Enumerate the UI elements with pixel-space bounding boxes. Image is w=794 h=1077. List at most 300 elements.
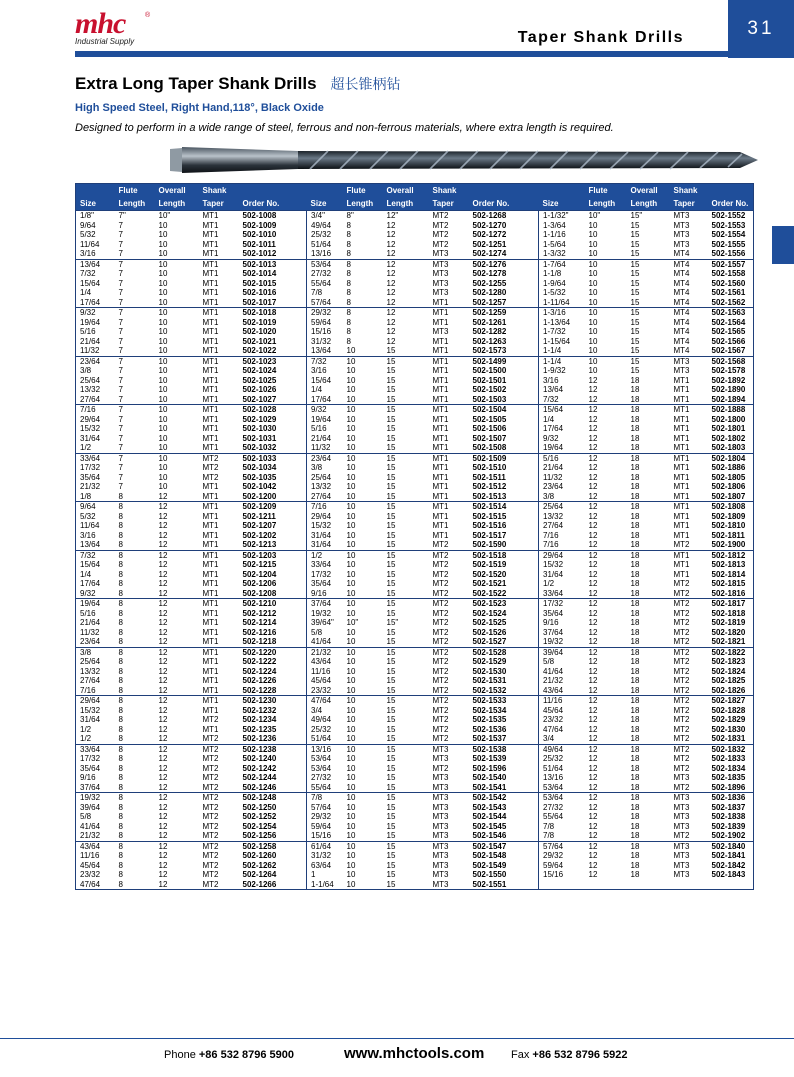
cell-size: 1-1/32" xyxy=(539,211,585,221)
cell-size: 13/32 xyxy=(80,666,101,676)
cell-flute-length: 7 xyxy=(115,308,155,318)
cell-order-no: 502-1240 xyxy=(239,754,307,764)
cell-size: 57/64 xyxy=(539,841,585,851)
cell-overall-length: 12 xyxy=(386,278,396,288)
cell-overall-length: 10 xyxy=(158,336,168,346)
cell-order-no: 502-1810 xyxy=(711,521,746,530)
cell-overall-length: 15 xyxy=(386,879,396,889)
cell-size: 11/64 xyxy=(80,521,100,530)
header-overall-length-2: Length xyxy=(383,197,429,211)
cell-shank-taper: MT3 xyxy=(432,821,449,831)
table-row xyxy=(76,657,754,667)
cell-size: 5/8 xyxy=(80,812,92,821)
cell-size: 3/16 xyxy=(80,530,96,540)
cell-size: 9/16 xyxy=(80,773,96,782)
cell-flute-length: 8 xyxy=(118,521,123,530)
table-row xyxy=(76,405,754,415)
cell-flute-length: 12 xyxy=(588,530,598,540)
cell-order-no: 502-1539 xyxy=(469,754,539,764)
table-row xyxy=(76,550,754,560)
cell-size: 43/64 xyxy=(543,685,564,695)
cell-shank-taper: MT1 xyxy=(202,346,219,355)
table-row xyxy=(76,783,754,793)
cell-size: 45/64 xyxy=(543,705,564,715)
cell-size: 11/32 xyxy=(80,346,100,355)
cell-order-no: 502-1256 xyxy=(239,831,307,841)
cell-overall-length: 15 xyxy=(630,220,640,230)
cell-shank-taper: MT2 xyxy=(202,831,219,840)
cell-shank-taper: MT2 xyxy=(199,793,239,803)
cell-overall-length: 15 xyxy=(386,540,396,549)
cell-shank-taper: MT3 xyxy=(673,773,690,782)
cell-order-no: 502-1257 xyxy=(469,298,539,308)
cell-flute-length: 7 xyxy=(118,327,123,336)
cell-flute-length: 12 xyxy=(588,618,598,627)
cell-overall-length: 10 xyxy=(158,385,168,394)
cell-order-no: 502-1228 xyxy=(239,686,307,696)
cell-order-no: 502-1888 xyxy=(708,405,754,415)
cell-size: 7/16 xyxy=(307,502,343,512)
cell-flute-length: 7 xyxy=(115,453,155,463)
cell-shank-taper: MT1 xyxy=(202,569,219,579)
cell-overall-length: 18 xyxy=(630,618,640,627)
cell-overall-length: 12 xyxy=(158,618,168,627)
cell-shank-taper: MT2 xyxy=(199,453,239,463)
cell-size: 19/64 xyxy=(76,599,115,609)
cell-overall-length: 12 xyxy=(386,249,396,258)
cell-overall-length: 15 xyxy=(386,472,396,482)
cell-shank-taper: MT1 xyxy=(202,366,219,375)
cell-size: 23/32 xyxy=(80,870,101,879)
cell-overall-length: 15 xyxy=(386,521,396,530)
cell-size: 13/16 xyxy=(311,249,332,258)
cell-shank-taper: MT2 xyxy=(673,685,690,695)
cell-overall-length: 15 xyxy=(383,744,429,754)
cell-shank-taper: MT1 xyxy=(202,239,219,249)
header-flute-length-1: Flute xyxy=(115,184,155,198)
cell-flute-length: 12 xyxy=(588,821,598,831)
cell-size: 29/32 xyxy=(543,851,564,860)
cell-size: 5/16 xyxy=(539,453,585,463)
cell-overall-length: 18 xyxy=(630,676,640,685)
cell-flute-length: 10 xyxy=(346,443,356,452)
cell-size: 1/2 xyxy=(80,443,92,452)
cell-flute-length: 10 xyxy=(346,569,356,579)
cell-size: 5/16 xyxy=(311,424,327,433)
cell-flute-length: 8 xyxy=(346,239,351,249)
cell-flute-length: 10 xyxy=(585,259,627,269)
cell-flute-length: 10 xyxy=(346,860,356,870)
cell-shank-taper: MT3 xyxy=(670,841,708,851)
cell-size: 11/64 xyxy=(80,239,100,249)
cell-flute-length: 8 xyxy=(118,812,123,821)
cell-size: 1/8 xyxy=(80,491,92,501)
footer-website-link[interactable]: www.mhctools.com xyxy=(344,1045,485,1062)
cell-flute-length: 10 xyxy=(346,657,356,666)
cell-order-no: 502-1833 xyxy=(711,754,746,763)
cell-overall-length: 18 xyxy=(630,812,640,821)
cell-flute-length: 10" xyxy=(346,618,359,627)
cell-flute-length: 8 xyxy=(118,530,123,540)
company-logo xyxy=(75,7,165,46)
cell-flute-length: 8 xyxy=(118,579,123,588)
cell-size: 25/32 xyxy=(311,724,332,734)
cell-size: 7/8 xyxy=(543,821,555,831)
cell-size: 1/2 xyxy=(307,550,343,560)
cell-shank-taper: MT1 xyxy=(199,502,239,512)
cell-size: 33/64 xyxy=(76,744,115,754)
table-row xyxy=(76,861,754,871)
table-row xyxy=(76,870,754,880)
cell-overall-length: 18 xyxy=(630,715,640,724)
cell-shank-taper: MT1 xyxy=(202,433,219,443)
cell-shank-taper: MT3 xyxy=(432,327,449,336)
cell-overall-length: 10 xyxy=(158,239,168,249)
cell-shank-taper: MT1 xyxy=(202,297,219,307)
cell-shank-taper: MT4 xyxy=(670,259,708,269)
cell-flute-length: 12 xyxy=(585,696,627,706)
cell-overall-length: 15 xyxy=(630,346,640,355)
cell-order-no: 502-1510 xyxy=(469,463,539,473)
cell-order-no: 502-1804 xyxy=(708,453,754,463)
cell-order-no: 502-1259 xyxy=(469,308,539,318)
cell-shank-taper: MT3 xyxy=(432,278,449,288)
cell-shank-taper: MT1 xyxy=(670,550,708,560)
cell-flute-length: 10 xyxy=(588,220,598,230)
cell-overall-length: 15 xyxy=(630,269,640,278)
cell-size: 3/8 xyxy=(543,491,555,501)
cell-overall-length: 12 xyxy=(158,782,168,792)
table-row xyxy=(76,851,754,861)
cell-order-no: 502-1817 xyxy=(708,599,754,609)
cell-flute-length xyxy=(585,880,627,890)
cell-size: 15/64 xyxy=(80,560,101,569)
cell-order-no: 502-1824 xyxy=(711,666,746,676)
cell-shank-taper: MT2 xyxy=(432,627,449,637)
cell-flute-length: 7 xyxy=(118,278,123,288)
cell-size: 11/16 xyxy=(539,696,585,706)
cell-size: 19/32 xyxy=(76,793,115,803)
cell-order-no: 502-1035 xyxy=(239,473,307,483)
cell-order-no: 502-1829 xyxy=(711,715,746,724)
cell-size: 17/64 xyxy=(80,579,101,588)
cell-shank-taper: MT2 xyxy=(670,647,708,657)
header-flute-length-3: Length xyxy=(585,197,627,211)
cell-shank-taper: MT1 xyxy=(429,502,469,512)
cell-flute-length: 10 xyxy=(588,239,598,249)
cell-flute-length: 8 xyxy=(118,511,123,521)
cell-shank-taper: MT1 xyxy=(432,433,449,443)
cell-flute-length: 8 xyxy=(115,841,155,851)
cell-shank-taper: MT2 xyxy=(432,637,449,646)
cell-shank-taper: MT1 xyxy=(673,414,690,424)
cell-order-no: 502-1519 xyxy=(469,560,539,570)
cell-order-no: 502-1022 xyxy=(239,346,307,356)
cell-size: 27/32 xyxy=(543,802,564,812)
cell-flute-length: 8 xyxy=(118,676,123,685)
cell-order-no: 502-1544 xyxy=(469,812,539,822)
cell-size: 3/16 xyxy=(80,249,96,258)
cell-overall-length: 18 xyxy=(630,763,640,773)
cell-order-no: 502-1805 xyxy=(711,472,746,482)
cell-flute-length: 10 xyxy=(346,851,356,860)
cell-shank-taper: MT1 xyxy=(432,375,449,385)
cell-flute-length: 12 xyxy=(588,724,598,734)
cell-flute-length: 7" xyxy=(115,211,155,221)
cell-order-no: 502-1018 xyxy=(239,308,307,318)
cell-order-no: 502-1206 xyxy=(239,579,307,589)
cell-shank-taper: MT3 xyxy=(673,366,690,375)
cell-shank-taper: MT1 xyxy=(673,424,690,433)
cell-order-no: 502-1503 xyxy=(469,395,539,405)
cell-flute-length: 12 xyxy=(588,375,598,385)
table-header-row-bottom xyxy=(76,197,754,211)
cell-order-no: 502-1801 xyxy=(711,424,746,433)
cell-size: 63/64 xyxy=(311,860,332,870)
cell-flute-length: 7 xyxy=(118,317,123,327)
cell-size: 51/64 xyxy=(311,239,332,249)
header-size-1 xyxy=(76,184,115,198)
cell-flute-length: 10 xyxy=(346,879,356,889)
cell-flute-length: 10 xyxy=(346,560,356,569)
cell-size: 7/16 xyxy=(543,530,559,540)
cell-flute-length: 12 xyxy=(588,705,598,715)
cell-flute-length: 12 xyxy=(588,463,598,472)
table-row xyxy=(76,570,754,580)
cell-shank-taper: MT1 xyxy=(202,685,219,695)
cell-shank-taper: MT2 xyxy=(673,540,690,549)
cell-size: 23/64 xyxy=(307,453,343,463)
cell-order-no: 502-1832 xyxy=(708,744,754,754)
cell-shank-taper: MT1 xyxy=(199,696,239,706)
cell-size: 13/64 xyxy=(80,540,101,549)
cell-order-no: 502-1556 xyxy=(711,249,746,258)
cell-flute-length: 10 xyxy=(346,821,356,831)
cell-overall-length: 18 xyxy=(627,647,670,657)
cell-order-no: 502-1520 xyxy=(469,570,539,580)
cell-shank-taper: MT2 xyxy=(432,705,449,715)
cell-order-no: 502-1808 xyxy=(708,502,754,512)
cell-order-no: 502-1202 xyxy=(239,531,307,541)
cell-order-no: 502-1560 xyxy=(711,278,746,288)
cell-size: 47/64 xyxy=(543,724,564,734)
cell-shank-taper: MT2 xyxy=(202,870,219,879)
cell-order-no: 502-1831 xyxy=(711,734,746,743)
cell-shank-taper: MT3 xyxy=(429,841,469,851)
cell-overall-length: 18 xyxy=(630,443,640,452)
cell-size: 17/32 xyxy=(539,599,585,609)
cell-order-no: 502-1222 xyxy=(239,657,307,667)
cell-size: 41/64 xyxy=(80,821,101,831)
cell-size: 21/32 xyxy=(80,831,101,840)
table-row xyxy=(76,773,754,783)
logo-tagline: Industrial Supply xyxy=(75,37,135,46)
cell-overall-length: 12 xyxy=(155,550,199,560)
cell-shank-taper: MT1 xyxy=(673,385,690,394)
cell-size xyxy=(539,880,585,890)
cell-order-no: 502-1821 xyxy=(711,637,746,646)
cell-flute-length: 8" xyxy=(343,211,383,221)
cell-order-no: 502-1890 xyxy=(711,385,746,394)
cell-overall-length: 18 xyxy=(630,394,640,404)
cell-overall-length: 15" xyxy=(627,211,670,221)
cell-shank-taper: MT2 xyxy=(202,773,219,782)
cell-overall-length: 12 xyxy=(158,821,168,831)
cell-order-no: 502-1218 xyxy=(239,637,307,647)
cell-overall-length: 12 xyxy=(158,521,168,530)
cell-flute-length: 10 xyxy=(343,550,383,560)
cell-overall-length: 15 xyxy=(630,327,640,336)
page-title xyxy=(75,74,401,94)
cell-flute-length: 10 xyxy=(346,588,356,598)
drill-tang xyxy=(170,148,182,172)
table-row xyxy=(76,706,754,716)
cell-order-no: 502-1803 xyxy=(711,443,746,452)
table-row xyxy=(76,880,754,890)
table-row xyxy=(76,308,754,318)
table-row xyxy=(76,647,754,657)
cell-overall-length: 12 xyxy=(158,851,168,860)
table-row xyxy=(76,346,754,356)
cell-shank-taper: MT1 xyxy=(202,676,219,685)
table-row xyxy=(76,667,754,677)
cell-order-no: 502-1815 xyxy=(711,579,746,588)
cell-size: 45/64 xyxy=(311,676,332,685)
cell-flute-length: 7 xyxy=(118,414,123,424)
cell-shank-taper: MT1 xyxy=(199,599,239,609)
table-row xyxy=(76,589,754,599)
cell-flute-length: 10 xyxy=(346,540,356,549)
cell-flute-length: 10 xyxy=(346,424,356,433)
cell-order-no: 502-1234 xyxy=(239,715,307,725)
page-title-text: Extra Long Taper Shank Drills xyxy=(75,74,317,93)
cell-size: 5/16 xyxy=(80,327,96,336)
cell-size: 47/64 xyxy=(80,879,101,889)
cell-order-no: 502-1020 xyxy=(239,327,307,337)
cell-shank-taper: MT1 xyxy=(202,269,219,278)
cell-overall-length: 15 xyxy=(386,414,396,424)
registered-mark: ® xyxy=(145,12,151,19)
cell-overall-length: 18 xyxy=(630,754,640,763)
cell-flute-length: 10 xyxy=(343,647,383,657)
cell-overall-length: 15 xyxy=(386,366,396,375)
cell-overall-length: 12 xyxy=(386,317,396,327)
cell-flute-length: 10 xyxy=(346,521,356,530)
cell-flute-length: 10 xyxy=(588,278,598,288)
cell-flute-length: 12 xyxy=(588,521,598,530)
cell-size: 1-15/64 xyxy=(543,336,571,346)
cell-order-no: 502-1501 xyxy=(469,376,539,386)
cell-overall-length: 12 xyxy=(158,560,168,569)
cell-size: 1/2 xyxy=(543,579,555,588)
cell-overall-length: 15 xyxy=(386,627,396,637)
cell-order-no: 502-1551 xyxy=(469,880,539,890)
cell-shank-taper: MT1 xyxy=(673,511,690,521)
cell-overall-length: 15 xyxy=(386,724,396,734)
cell-order-no: 502-1837 xyxy=(711,802,746,812)
table-row xyxy=(76,512,754,522)
table-row xyxy=(76,279,754,289)
cell-overall-length: 18 xyxy=(630,530,640,540)
cell-size: 1/2 xyxy=(80,734,92,743)
cell-flute-length: 12 xyxy=(585,793,627,803)
cell-order-no: 502-1820 xyxy=(711,627,746,637)
cell-order-no: 502-1813 xyxy=(711,560,746,569)
cell-order-no: 502-1251 xyxy=(469,240,539,250)
cell-shank-taper: MT1 xyxy=(432,530,449,540)
cell-shank-taper: MT1 xyxy=(202,220,219,230)
cell-overall-length: 12 xyxy=(158,540,168,549)
cell-shank-taper: MT1 xyxy=(202,724,219,734)
cell-order-no: 502-1902 xyxy=(711,831,746,840)
cell-overall-length: 10 xyxy=(155,259,199,269)
cell-overall-length: 18 xyxy=(630,482,640,491)
cell-shank-taper: MT1 xyxy=(673,560,690,569)
cell-flute-length: 7 xyxy=(118,472,123,482)
cell-order-no: 502-1836 xyxy=(708,793,754,803)
cell-overall-length: 10 xyxy=(158,433,168,443)
cell-size: 49/64 xyxy=(311,715,332,724)
cell-size: 45/64 xyxy=(80,860,101,870)
cell-shank-taper: MT1 xyxy=(202,637,219,646)
cell-overall-length: 15 xyxy=(386,560,396,569)
cell-flute-length: 12 xyxy=(588,394,598,404)
cell-flute-length: 10 xyxy=(346,627,356,637)
cell-overall-length: 18 xyxy=(630,472,640,482)
cell-order-no: 502-1244 xyxy=(239,773,307,783)
cell-size: 5/32 xyxy=(80,511,96,521)
cell-flute-length: 12 xyxy=(588,511,598,521)
cell-flute-length: 12 xyxy=(588,715,598,724)
cell-flute-length: 12 xyxy=(588,588,598,598)
cell-order-no: 502-1505 xyxy=(469,415,539,425)
cell-shank-taper: MT2 xyxy=(429,550,469,560)
cell-shank-taper: MT2 xyxy=(673,782,690,792)
cell-order-no: 502-1534 xyxy=(469,706,539,716)
cell-order-no: 502-1212 xyxy=(239,609,307,619)
cell-overall-length: 12 xyxy=(158,724,168,734)
cell-shank-taper: MT1 xyxy=(202,327,219,336)
cell-order-no: 502-1596 xyxy=(469,764,539,774)
cell-shank-taper: MT1 xyxy=(202,249,219,258)
cell-shank-taper: MT3 xyxy=(432,851,449,860)
cell-flute-length: 12 xyxy=(588,734,598,743)
cell-order-no: 502-1238 xyxy=(239,744,307,754)
cell-overall-length: 12 xyxy=(158,763,168,773)
table-row xyxy=(76,637,754,647)
cell-size: 61/64 xyxy=(307,841,343,851)
cell-shank-taper: MT1 xyxy=(202,588,219,598)
cell-size: 31/64 xyxy=(311,540,332,549)
cell-shank-taper: MT1 xyxy=(202,482,219,491)
cell-overall-length: 12 xyxy=(158,860,168,870)
cell-shank-taper: MT1 xyxy=(202,414,219,424)
cell-overall-length: 15 xyxy=(383,405,429,415)
cell-shank-taper: MT1 xyxy=(673,521,690,530)
cell-order-no: 502-1541 xyxy=(469,783,539,793)
cell-order-no: 502-1500 xyxy=(469,366,539,376)
cell-order-no: 502-1013 xyxy=(239,259,307,269)
header-rule xyxy=(75,51,728,57)
cell-shank-taper: MT3 xyxy=(673,860,690,870)
cell-order-no: 502-1896 xyxy=(711,782,746,792)
cell-overall-length: 15 xyxy=(627,308,670,318)
cell-overall-length: 10 xyxy=(158,317,168,327)
cell-shank-taper: MT2 xyxy=(432,734,449,743)
cell-overall-length: 10 xyxy=(158,327,168,336)
cell-size: 9/16 xyxy=(311,588,327,598)
cell-flute-length: 8 xyxy=(346,297,351,307)
